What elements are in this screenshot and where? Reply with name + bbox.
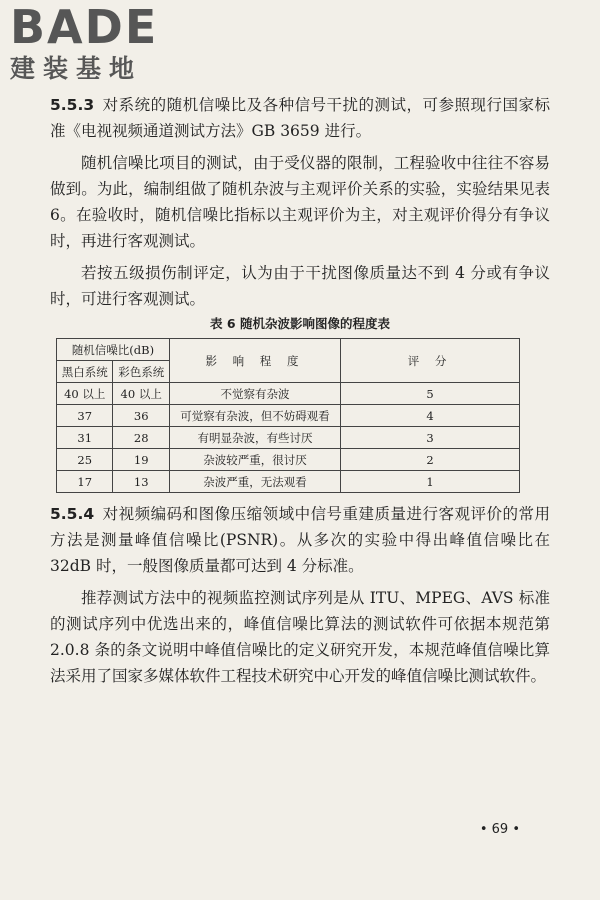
table-row — [57, 383, 520, 405]
table-row — [57, 405, 520, 427]
score-cell: 5 — [341, 383, 520, 405]
color-cell: 28 — [113, 427, 169, 449]
table-row — [57, 449, 520, 471]
effect-header: 影 响 程 度 — [169, 339, 340, 383]
section-text: 对系统的随机信噪比及各种信号干扰的测试，可参照现行国家标准《电视视频通道测试方法》GB 3659 进行。 — [50, 96, 550, 140]
paragraph-1: 随机信噪比项目的测试，由于受仪器的限制，工程验收中往往不容易做到。为此，编制组做了随机杂波与主观评价关系的实验，实验结果见表 6。在验收时，随机信噪比指标以主观评价为主，对主观评价得分有争议时，再进行客观测试。 — [50, 154, 550, 250]
section-5-5-3 — [50, 92, 550, 144]
score-header: 评 分 — [341, 339, 520, 383]
paragraph-2: 若按五级损伤制评定，认为由于干扰图像质量达不到 4 分或有争议时，可进行客观测试。 — [50, 264, 550, 308]
section-number: 5.5.3 — [50, 96, 95, 114]
effect-cell: 杂波严重，无法观看 — [169, 471, 340, 493]
score-cell: 4 — [341, 405, 520, 427]
table-caption: 表 6 随机杂波影响图像的程度表 — [210, 316, 390, 331]
color-cell: 13 — [113, 471, 169, 493]
table-row — [57, 427, 520, 449]
section-number: 5.5.4 — [50, 505, 95, 523]
page-number: • 69 • — [479, 822, 520, 837]
score-cell: 1 — [341, 471, 520, 493]
effect-cell: 杂波较严重，很讨厌 — [169, 449, 340, 471]
bw-cell: 25 — [57, 449, 113, 471]
logo-main-text: BADE — [10, 0, 159, 54]
bade-logo — [10, 2, 158, 84]
bw-cell: 40 以上 — [57, 383, 113, 405]
score-cell: 3 — [341, 427, 520, 449]
logo-sub-text: 建装基地 — [10, 54, 143, 83]
color-system-header: 彩色系统 — [113, 361, 169, 383]
section-text: 对视频编码和图像压缩领域中信号重建质量进行客观评价的常用方法是测量峰值信噪比(PSNR)。从多次的实验中得出峰值信噪比在 32dB 时，一般图像质量都可达到 4 分标准。 — [50, 505, 550, 575]
bw-cell: 17 — [57, 471, 113, 493]
page-body — [50, 92, 550, 689]
table-header-row — [57, 339, 520, 361]
bw-cell: 37 — [57, 405, 113, 427]
bw-cell: 31 — [57, 427, 113, 449]
effect-cell: 有明显杂波，有些讨厌 — [169, 427, 340, 449]
effect-cell: 可觉察有杂波，但不妨碍观看 — [169, 405, 340, 427]
score-cell: 2 — [341, 449, 520, 471]
paragraph-3: 推荐测试方法中的视频监控测试序列是从 ITU、MPEG、AVS 标准的测试序列中优选出来的，峰值信噪比算法的测试软件可依据本规范第 2.0.8 条的条文说明中峰值信噪比的定义研究开发，本规范峰值信噪比算法采用了国家多媒体软件工程技术研究中心开发的峰值信噪比测试软件。 — [50, 589, 550, 685]
section-5-5-4 — [50, 501, 550, 579]
table-row — [57, 471, 520, 493]
noise-impact-table — [56, 338, 520, 493]
snr-header: 随机信噪比(dB) — [57, 339, 170, 361]
bw-system-header: 黑白系统 — [57, 361, 113, 383]
color-cell: 40 以上 — [113, 383, 169, 405]
color-cell: 36 — [113, 405, 169, 427]
color-cell: 19 — [113, 449, 169, 471]
effect-cell: 不觉察有杂波 — [169, 383, 340, 405]
